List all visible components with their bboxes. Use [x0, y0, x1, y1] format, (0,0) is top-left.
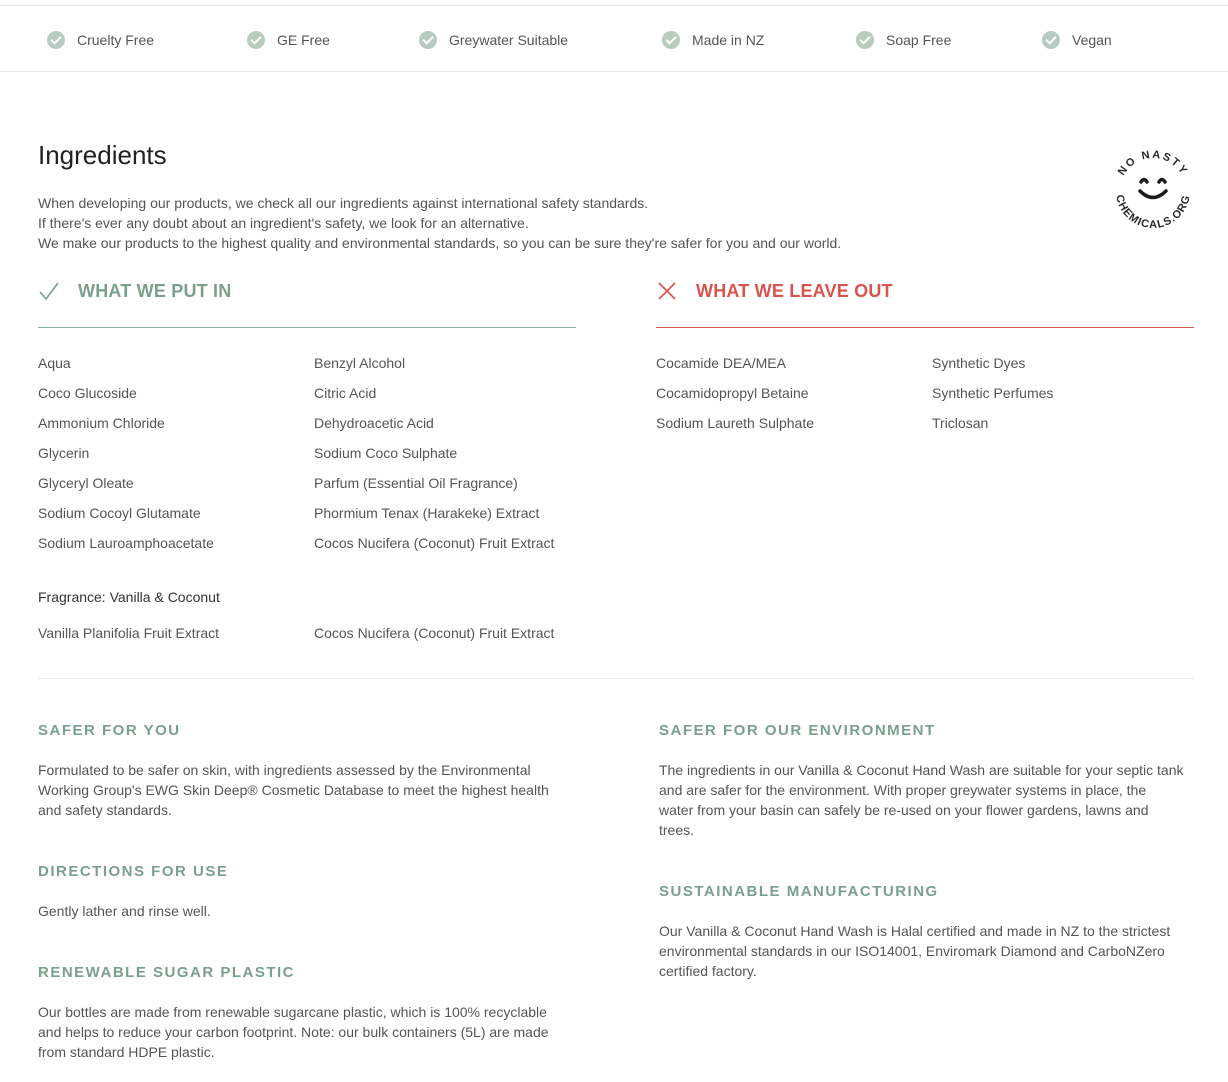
text-line: Working Group's EWG Skin Deep® Cosmetic Database to meet the highest health [38, 782, 549, 798]
checkmark-icon [38, 280, 60, 302]
ingredient-item: Aqua [38, 355, 71, 371]
leave-out-divider [656, 327, 1194, 328]
badge-vegan [1042, 31, 1112, 49]
sustainable-heading: SUSTAINABLE MANUFACTURING [659, 883, 939, 900]
safer-environment-heading: SAFER FOR OUR ENVIRONMENT [659, 722, 936, 739]
check-icon [47, 31, 65, 49]
fragrance-item: Vanilla Planifolia Fruit Extract [38, 625, 220, 641]
badge-label: Vegan [1072, 32, 1112, 48]
what-we-put-in-header [38, 280, 231, 302]
ingredient-item: Parfum (Essential Oil Fragrance) [314, 475, 518, 491]
text-line: trees. [659, 822, 695, 838]
directions-text [38, 901, 211, 921]
badge-label: GE Free [277, 32, 330, 48]
safer-for-you-heading: SAFER FOR YOU [38, 722, 181, 739]
text-line: Our bottles are made from renewable sugarcane plastic, which is 100% recyclable [38, 1004, 547, 1020]
text-line: Our Vanilla & Coconut Hand Wash is Halal certified and made in NZ to the strictest [659, 923, 1171, 939]
ingredient-item: Dehydroacetic Acid [314, 415, 434, 431]
intro-line-2: If there's ever any doubt about an ingredient's safety, we look for an alternative. [38, 215, 529, 231]
check-icon [856, 31, 874, 49]
text-line: environmental standards in our ISO14001, Enviromark Diamond and CarboNZero [659, 943, 1165, 959]
ingredient-item: Sodium Lauroamphoacetate [38, 535, 214, 551]
intro-line-1: When developing our products, we check all our ingredients against international safety standards. [38, 195, 649, 211]
text-line: and helps to reduce your carbon footprint. Note: our bulk containers (5L) are made [38, 1024, 549, 1040]
product-attributes-bar [0, 5, 1228, 72]
excluded-item: Synthetic Perfumes [932, 385, 1054, 401]
badge-label: Soap Free [886, 32, 952, 48]
text-line: Formulated to be safer on skin, with ingredients assessed by the Environmental [38, 762, 531, 778]
ingredient-item: Sodium Cocoyl Glutamate [38, 505, 201, 521]
badge-label: Made in NZ [692, 32, 765, 48]
ingredient-item: Coco Glucoside [38, 385, 137, 401]
safer-for-you-text [38, 760, 549, 820]
ingredient-item: Cocos Nucifera (Coconut) Fruit Extract [314, 535, 555, 551]
section-divider [38, 678, 1194, 679]
sustainable-text [659, 921, 1170, 981]
check-icon [419, 31, 437, 49]
excluded-item: Cocamidopropyl Betaine [656, 385, 809, 401]
ingredient-item: Citric Acid [314, 385, 377, 401]
put-in-divider [38, 327, 576, 328]
badge-made-in-nz [662, 31, 764, 49]
ingredient-item: Phormium Tenax (Harakeke) Extract [314, 505, 540, 521]
put-in-heading: WHAT WE PUT IN [78, 280, 232, 301]
badge-label: Cruelty Free [77, 32, 155, 48]
fragrance-title: Fragrance: Vanilla & Coconut [38, 589, 220, 605]
logo-text-top: NO NASTY [1115, 148, 1191, 178]
text-line: and are safer for the environment. With proper greywater systems in place, the [659, 782, 1147, 798]
badge-cruelty-free [47, 31, 154, 49]
excluded-item: Synthetic Dyes [932, 355, 1026, 371]
what-we-leave-out-header [656, 280, 893, 302]
renewable-text [38, 1002, 549, 1062]
no-nasty-chemicals-logo [1108, 146, 1198, 236]
ingredient-item: Benzyl Alcohol [314, 355, 406, 371]
badge-ge-free [247, 31, 330, 49]
badge-label: Greywater Suitable [449, 32, 569, 48]
leave-out-heading: WHAT WE LEAVE OUT [696, 280, 893, 301]
directions-heading: DIRECTIONS FOR USE [38, 863, 229, 880]
text-line: water from your basin can safely be re-used on your flower gardens, lawns and [659, 802, 1149, 818]
ingredient-item: Glycerin [38, 445, 90, 461]
intro-line-3: We make our products to the highest quality and environmental standards, so you can be sure they're safer for you and our world. [38, 235, 842, 251]
logo-text-bottom: CHEMICALS.ORG [1113, 193, 1193, 232]
text-line: and safety standards. [38, 802, 172, 818]
excluded-item: Cocamide DEA/MEA [656, 355, 786, 371]
safer-environment-text [659, 760, 1184, 840]
excluded-item: Sodium Laureth Sulphate [656, 415, 814, 431]
text-line: Gently lather and rinse well. [38, 903, 211, 919]
ingredient-item: Sodium Coco Sulphate [314, 445, 458, 461]
check-icon [662, 31, 680, 49]
text-line: The ingredients in our Vanilla & Coconut Hand Wash are suitable for your septic tank [659, 762, 1184, 778]
excluded-item: Triclosan [932, 415, 989, 431]
ingredient-item: Ammonium Chloride [38, 415, 165, 431]
svg-text:NO NASTY [1116, 149, 1190, 178]
text-line: from standard HDPE plastic. [38, 1044, 215, 1060]
ingredients-title: Ingredients [38, 140, 167, 170]
renewable-heading: RENEWABLE SUGAR PLASTIC [38, 964, 296, 981]
cross-icon [656, 280, 678, 302]
smiley-face-icon [1140, 180, 1166, 198]
check-icon [247, 31, 265, 49]
badge-soap-free [856, 31, 951, 49]
badge-greywater-suitable [419, 31, 568, 49]
ingredient-item: Glyceryl Oleate [38, 475, 134, 491]
fragrance-item: Cocos Nucifera (Coconut) Fruit Extract [314, 625, 555, 641]
check-icon [1042, 31, 1060, 49]
text-line: certified factory. [659, 963, 757, 979]
